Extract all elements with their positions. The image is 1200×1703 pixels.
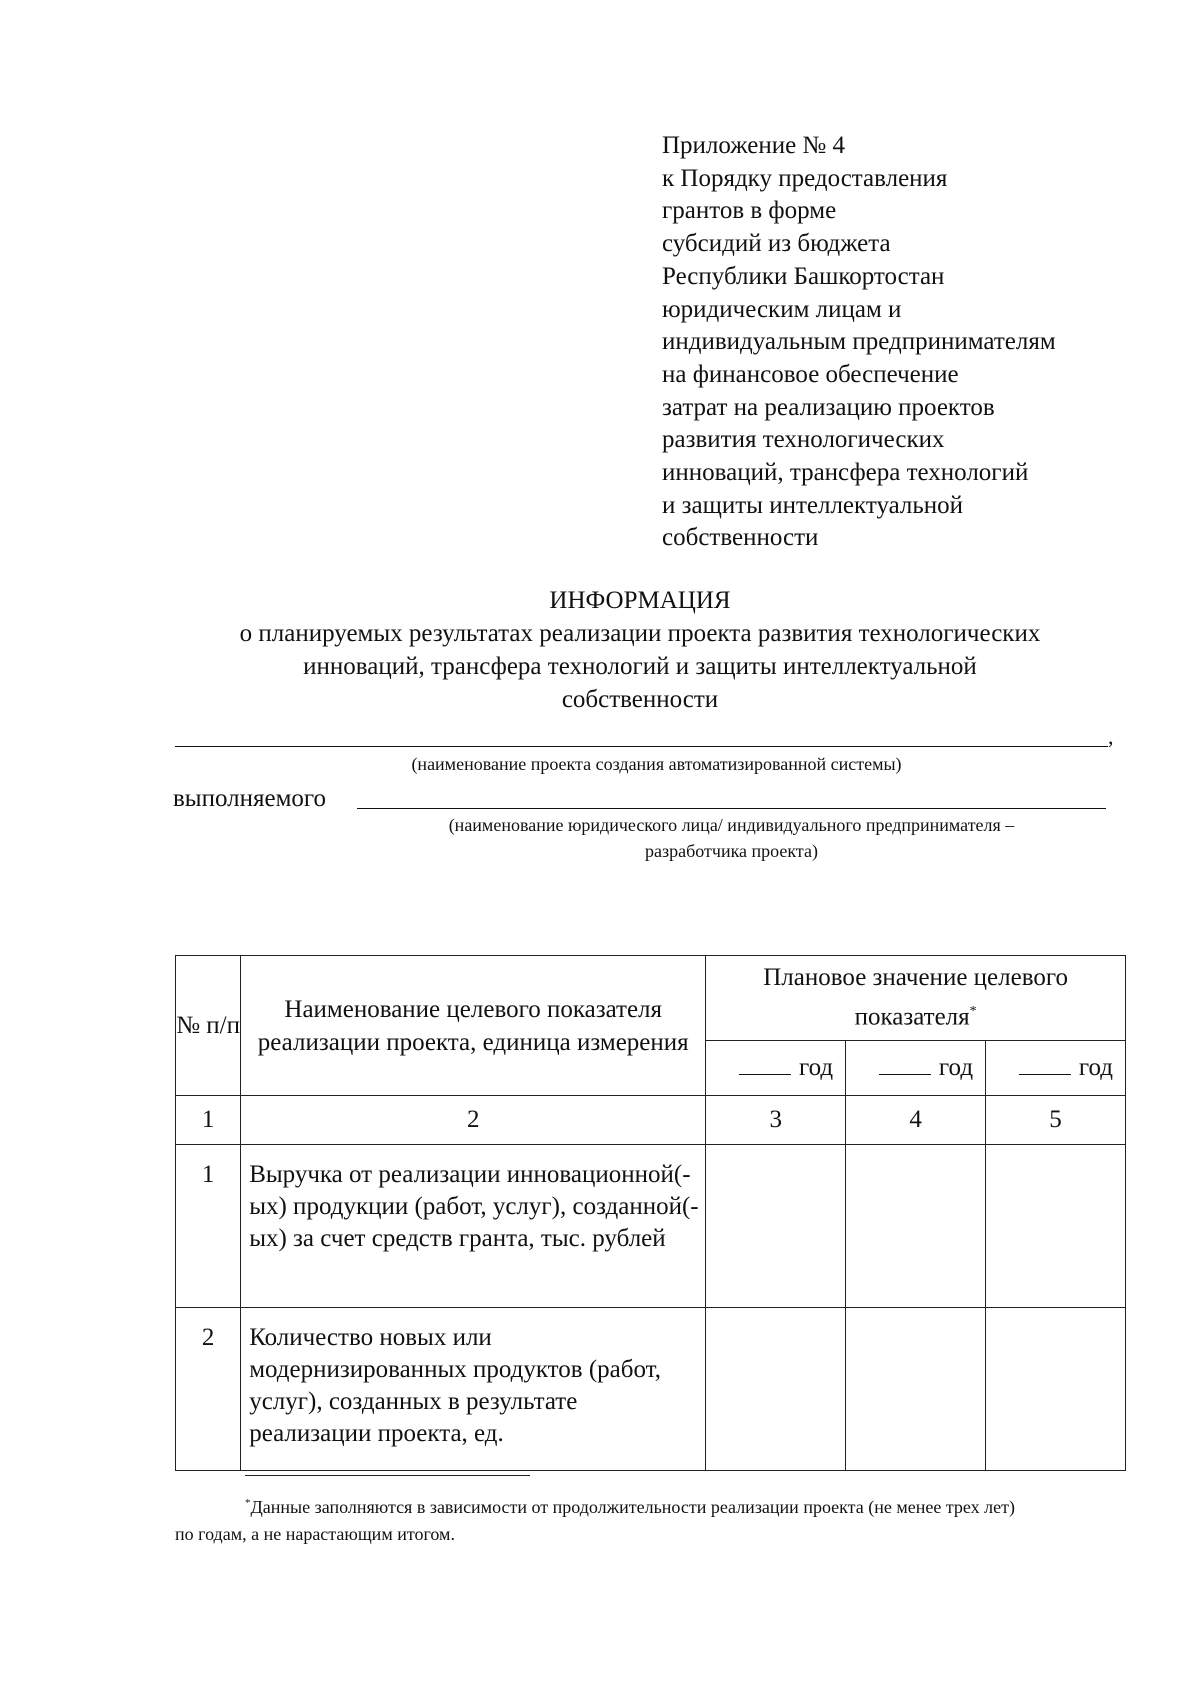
year-blank[interactable] xyxy=(739,1054,791,1075)
column-index: 4 xyxy=(846,1096,986,1145)
executor-caption-line: разработчика проекта) xyxy=(645,841,818,861)
project-name-caption: (наименование проекта создания автоматизированной системы) xyxy=(411,754,902,774)
appendix-line: на финансовое обеспечение xyxy=(662,360,959,388)
year-label: год xyxy=(1078,1054,1113,1081)
subtitle-line: инноваций, трансфера технологий и защиты интеллектуальной xyxy=(303,653,977,680)
value-cell-year-1[interactable] xyxy=(706,1145,846,1308)
target-indicators-table xyxy=(175,955,1126,1471)
appendix-line: субсидий из бюджета xyxy=(662,230,891,258)
value-cell-year-2[interactable] xyxy=(846,1308,986,1471)
subtitle-line: собственности xyxy=(561,686,719,713)
footnote-separator xyxy=(245,1475,530,1476)
year-blank[interactable] xyxy=(879,1054,931,1075)
value-cell-year-3[interactable] xyxy=(986,1145,1126,1308)
header-plan-footnote-mark: * xyxy=(969,1004,977,1020)
footnote-line xyxy=(175,1490,1120,1521)
document-title: ИНФОРМАЦИЯ xyxy=(549,587,731,614)
row-number: 1 xyxy=(176,1145,241,1308)
appendix-line: развития технологических xyxy=(662,426,945,454)
header-plan-value xyxy=(706,956,1126,1041)
column-index: 1 xyxy=(176,1096,241,1145)
table-row xyxy=(176,1145,1126,1308)
footnote-line: по годам, а не нарастающим итогом. xyxy=(175,1524,455,1544)
table-header-row xyxy=(176,956,1126,1041)
table-row xyxy=(176,1308,1126,1471)
value-cell-year-3[interactable] xyxy=(986,1308,1126,1471)
footnote-mark: * xyxy=(245,1497,251,1509)
appendix-line: юридическим лицам и xyxy=(662,295,902,323)
header-num: № п/п xyxy=(176,956,241,1096)
executor-blank-line[interactable] xyxy=(357,808,1106,809)
header-indicator-name: Наименование целевого показателя реализации проекта, единица измерения xyxy=(241,956,706,1096)
column-index: 3 xyxy=(706,1096,846,1145)
executor-caption-line: (наименование юридического лица/ индивидуального предпринимателя – xyxy=(448,815,1015,835)
header-plan-text: Плановое значение целевого показателя xyxy=(763,964,1068,1031)
appendix-line: индивидуальным предпринимателям xyxy=(662,328,1056,356)
appendix-line: Республики Башкортостан xyxy=(662,262,945,290)
appendix-line: грантов в форме xyxy=(662,197,837,225)
indicator-name: Выручка от реализации инновационной(-ых) продукции (работ, услуг), созданной(-ых) за счет средств гранта, тыс. рублей xyxy=(241,1145,706,1308)
executor-label: выполняемого xyxy=(173,785,327,812)
value-cell-year-1[interactable] xyxy=(706,1308,846,1471)
appendix-line: затрат на реализацию проектов xyxy=(662,393,995,421)
year-blank[interactable] xyxy=(1019,1054,1071,1075)
column-index: 2 xyxy=(241,1096,706,1145)
footnote xyxy=(175,1490,1120,1548)
project-name-comma: , xyxy=(1108,724,1114,749)
executor-caption xyxy=(357,812,1106,864)
appendix-line: к Порядку предоставления xyxy=(662,164,948,192)
indicator-name: Количество новых или модернизированных продуктов (работ, услуг), созданных в результате реализации проекта, ед. xyxy=(241,1308,706,1471)
appendix-line: Приложение № 4 xyxy=(662,132,846,159)
document-subtitle xyxy=(160,617,1120,716)
year-label: год xyxy=(799,1054,834,1081)
year-label: год xyxy=(938,1054,974,1081)
header-year-2[interactable] xyxy=(846,1041,986,1096)
value-cell-year-2[interactable] xyxy=(846,1145,986,1308)
column-index: 5 xyxy=(986,1096,1126,1145)
project-name-blank-line[interactable] xyxy=(175,746,1108,747)
header-year-3[interactable] xyxy=(986,1041,1126,1096)
appendix-line: собственности xyxy=(662,524,819,552)
column-index-row xyxy=(176,1096,1126,1145)
appendix-header xyxy=(662,130,1132,555)
appendix-line: и защиты интеллектуальной xyxy=(662,491,964,519)
footnote-text: Данные заполняются в зависимости от продолжительности реализации проекта (не менее трех лет) xyxy=(250,1497,1016,1517)
header-year-1[interactable] xyxy=(706,1041,846,1096)
subtitle-line: о планируемых результатах реализации проекта развития технологических xyxy=(239,620,1041,647)
appendix-line: инноваций, трансфера технологий xyxy=(662,459,1029,487)
row-number: 2 xyxy=(176,1308,241,1471)
